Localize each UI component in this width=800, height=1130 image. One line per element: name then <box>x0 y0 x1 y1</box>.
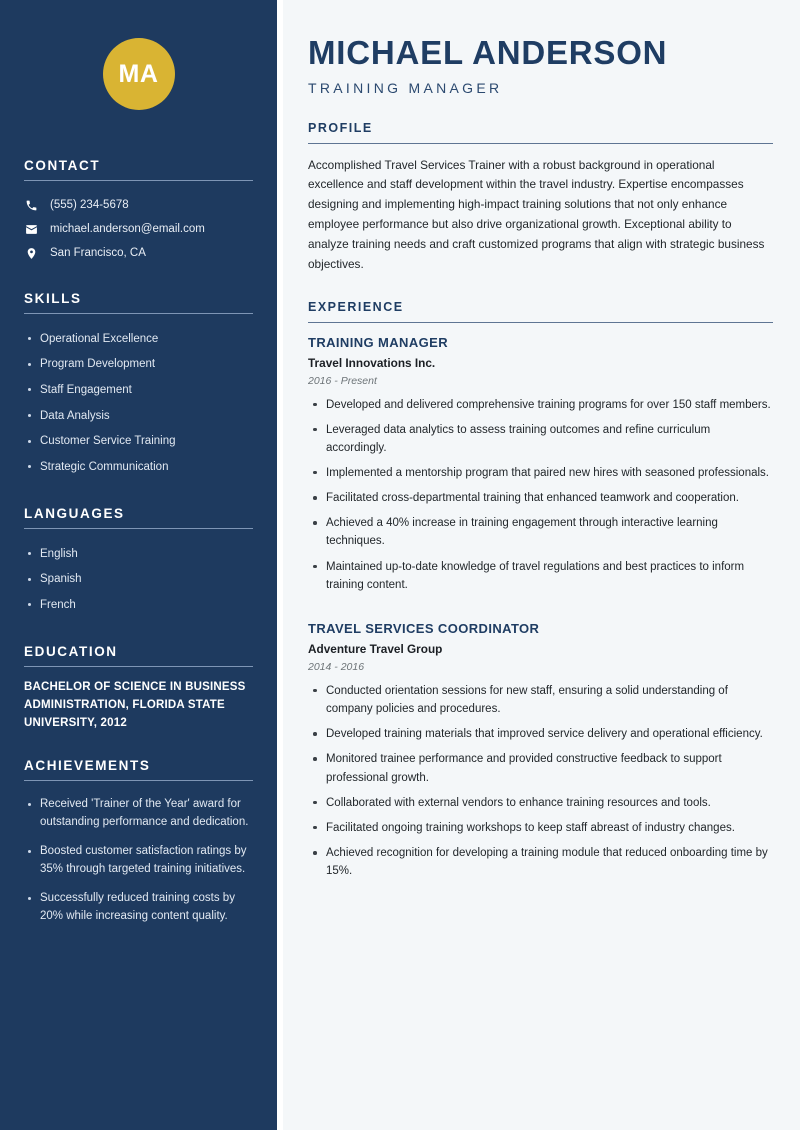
list-item: Customer Service Training <box>24 429 253 455</box>
experience-title: TRAINING MANAGER <box>308 334 449 350</box>
languages-list <box>24 541 253 618</box>
list-item: Operational Excellence <box>24 326 253 352</box>
list-item: Achieved recognition for developing a training module that reduced onboarding time by 15%. <box>308 844 773 887</box>
section-experience <box>308 300 773 888</box>
skills-list <box>24 326 253 480</box>
list-item: Maintained up-to-date knowledge of travel regulations and best practices to inform training content. <box>308 558 773 601</box>
main-heading-experience: EXPERIENCE <box>308 299 404 314</box>
sidebar-heading-skills: SKILLS <box>24 291 82 306</box>
divider <box>24 666 253 667</box>
divider <box>24 528 253 529</box>
experience-bullets <box>308 682 773 887</box>
profile-text: Accomplished Travel Services Trainer with a robust background in operational excellence and staff development within the travel industry. Expertise encompasses designing and implementing high-impact training solutions that not only enhance employee performance but also drive organizational growth. Exceptional ability to analyze training needs and craft customized programs that align with strategic business objectives. <box>308 157 765 271</box>
avatar-wrap <box>24 0 253 110</box>
main-column <box>283 0 800 1130</box>
page-title: MICHAEL ANDERSON <box>308 34 668 71</box>
section-profile <box>308 121 773 275</box>
experience-entry <box>308 335 773 601</box>
phone-icon <box>24 198 38 212</box>
list-item: Boosted customer satisfaction ratings by 35% through targeted training initiatives. <box>24 840 253 887</box>
divider <box>308 143 773 144</box>
sidebar <box>0 0 277 1130</box>
list-item: Developed training materials that improved service delivery and operational efficiency. <box>308 725 773 750</box>
list-item: Facilitated ongoing training workshops to keep staff abreast of industry changes. <box>308 819 773 844</box>
sidebar-section-contact <box>24 158 253 265</box>
experience-dates: 2014 - 2016 <box>308 660 365 673</box>
list-item: Strategic Communication <box>24 454 253 480</box>
list-item: Program Development <box>24 352 253 378</box>
experience-entry <box>308 621 773 887</box>
list-item: Implemented a mentorship program that paired new hires with seasoned professionals. <box>308 464 773 489</box>
sidebar-heading-achievements: ACHIEVEMENTS <box>24 758 151 774</box>
map-pin-icon <box>24 246 38 260</box>
divider <box>24 313 253 314</box>
job-role-subtitle: TRAINING MANAGER <box>308 79 503 96</box>
contact-row-location[interactable] <box>24 241 253 265</box>
sidebar-section-achievements <box>24 758 253 933</box>
sidebar-heading-education: EDUCATION <box>24 644 118 660</box>
main-heading-profile: PROFILE <box>308 120 373 135</box>
experience-company: Travel Innovations Inc. <box>308 355 436 370</box>
list-item: Leveraged data analytics to assess training outcomes and refine curriculum accordingly. <box>308 421 773 464</box>
avatar <box>103 38 175 110</box>
sidebar-section-education <box>24 644 253 732</box>
list-item: Achieved a 40% increase in training engagement through interactive learning techniques. <box>308 514 773 557</box>
contact-value-email: michael.anderson@email.com <box>50 223 205 235</box>
divider <box>24 780 253 781</box>
list-item: Developed and delivered comprehensive training programs for over 150 staff members. <box>308 396 773 421</box>
list-item: Received 'Trainer of the Year' award for outstanding performance and dedication. <box>24 793 253 840</box>
list-item: French <box>24 592 253 618</box>
experience-title: TRAVEL SERVICES COORDINATOR <box>308 620 540 636</box>
experience-company: Adventure Travel Group <box>308 641 443 656</box>
list-item: English <box>24 541 253 567</box>
list-item: Facilitated cross-departmental training that enhanced teamwork and cooperation. <box>308 489 773 514</box>
education-entry: BACHELOR OF SCIENCE IN BUSINESS ADMINISTRATION, FLORIDA STATE UNIVERSITY, 2012 <box>24 681 246 729</box>
sidebar-section-languages <box>24 506 253 618</box>
avatar-initials: MA <box>118 59 159 88</box>
sidebar-section-skills <box>24 291 253 480</box>
envelope-icon <box>24 222 38 236</box>
list-item: Collaborated with external vendors to enhance training resources and tools. <box>308 794 773 819</box>
contact-row-email[interactable] <box>24 217 253 241</box>
contact-value-phone: (555) 234-5678 <box>50 199 129 211</box>
contact-value-location: San Francisco, CA <box>50 247 146 259</box>
sidebar-heading-contact: CONTACT <box>24 158 101 173</box>
divider <box>24 180 253 181</box>
list-item: Conducted orientation sessions for new staff, ensuring a solid understanding of company policies and procedures. <box>308 682 773 725</box>
contact-row-phone[interactable] <box>24 193 253 217</box>
divider <box>308 322 773 323</box>
experience-dates: 2016 - Present <box>308 374 377 387</box>
sidebar-heading-languages: LANGUAGES <box>24 506 125 522</box>
list-item: Monitored trainee performance and provided constructive feedback to support professional growth. <box>308 750 773 793</box>
list-item: Spanish <box>24 567 253 593</box>
list-item: Successfully reduced training costs by 20% while increasing content quality. <box>24 887 253 934</box>
experience-bullets <box>308 396 773 601</box>
list-item: Staff Engagement <box>24 377 253 403</box>
achievements-list <box>24 793 253 933</box>
list-item: Data Analysis <box>24 403 253 429</box>
